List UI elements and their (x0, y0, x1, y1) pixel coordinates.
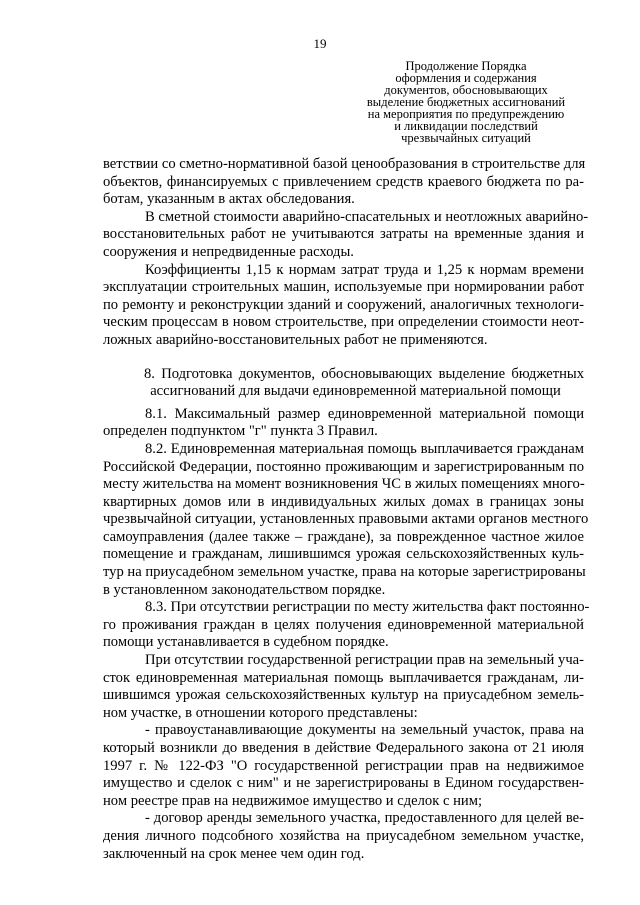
text-line: в установленном законодательством порядке. (103, 581, 386, 598)
text-line: ческим процессам в новом строительстве, при определении стоимости неот- (103, 314, 584, 331)
paragraph (103, 406, 584, 441)
text-line: который возникли до введения в действие Федерального закона от 21 июля (103, 740, 584, 756)
header-note-line: Продолжение Порядка (405, 59, 527, 73)
text-line: - договор аренды земельного участка, предоставленного для целей ве- (145, 810, 584, 827)
text-line: ложных аварийно-восстановительных работ не применяются. (103, 331, 488, 348)
text-line: тур на приусадебном земельном участке, права на которые зарегистрированы (103, 564, 586, 581)
text-line: ветствии со сметно-нормативной базой ценообразования в строительстве для (103, 156, 586, 172)
text-line: При отсутствии государственной регистрации прав на земельный уча- (145, 652, 584, 669)
text-line: сооружения и непредвиденные расходы. (103, 243, 354, 260)
paragraph (103, 810, 584, 863)
text-line: ботам, указанным в актах обследования. (103, 191, 355, 208)
text-line: 8.3. При отсутствии регистрации по месту жительства факт постоянно- (145, 599, 590, 616)
header-note-line: выделение бюджетных ассигнований (366, 95, 566, 109)
paragraph (103, 156, 584, 209)
text-line: объектов, финансируемых с привлечением средств краевого бюджета по ра- (103, 173, 584, 190)
text-line: 8.2. Единовременная материальная помощь выплачивается гражданам (145, 440, 584, 457)
text-line: заключенный на срок менее чем один год. (103, 845, 365, 862)
header-note-line: документов, обосновывающих (384, 83, 548, 97)
paragraph (103, 722, 584, 810)
header-note (346, 60, 586, 144)
section-title-line: ассигнований для выдачи единовременной материальной помощи (150, 383, 561, 400)
section-title-line: 8. Подготовка документов, обосновывающих выделение бюджетных (144, 365, 584, 382)
text-line: 8.1. Максимальный размер единовременной материальной помощи (145, 405, 584, 422)
paragraph (103, 652, 584, 722)
paragraph (103, 208, 589, 262)
body-text (103, 156, 590, 863)
text-line: восстановительных работ не учитываются затраты на временные здания и (103, 226, 584, 243)
text-line: по ремонту и реконструкции зданий и сооружений, аналогичных технологи- (103, 296, 584, 313)
text-line: ном участке, в отношении которого представлены: (103, 704, 418, 721)
text-line: определен подпунктом "г" пункта 3 Правил. (103, 423, 378, 440)
text-line: шившимся урожая сельскохозяйственных культур на приусадебном земель- (103, 687, 584, 704)
text-line: В сметной стоимости аварийно-спасательных и неотложных аварийно- (145, 208, 589, 225)
text-line: 1997 г. № 122-ФЗ "О государственной регистрации прав на недвижимое (103, 757, 584, 774)
section-title (103, 366, 584, 401)
paragraph (103, 599, 590, 652)
text-line: дения личного подсобного хозяйства на приусадебном земельном участке, (103, 827, 584, 844)
text-line: имущество и сделок с ним" и не зарегистрированы в Едином государствен- (103, 775, 584, 792)
header-note-line: оформления и содержания (395, 71, 537, 85)
text-line: Российской Федерации, постоянно проживающим и зарегистрированным по (103, 458, 584, 475)
text-line: самоуправления (далее также – граждане), за поврежденное частное жилое (103, 528, 584, 545)
text-line: помещение и гражданам, лишившимся урожая сельскохозяйственных куль- (103, 546, 584, 563)
text-line: - правоустанавливающие документы на земельный участок, права на (145, 722, 584, 739)
paragraph (103, 440, 589, 599)
header-note-line: на мероприятия по предупреждению (367, 107, 565, 121)
paragraph (103, 262, 584, 350)
text-line: чрезвычайной ситуации, установленных правовыми актами органов местного (103, 511, 589, 528)
text-line: квартирных домов или в индивидуальных жилых домах в границах зоны (103, 493, 584, 510)
text-line: ном реестре прав на недвижимое имущество и сделок с ним; (103, 792, 482, 809)
text-line: помощи устанавливается в судебном порядке. (103, 634, 389, 651)
text-line: месту жительства на момент возникновения ЧС в жилых помещениях много- (103, 476, 585, 493)
text-line: Коэффициенты 1,15 к нормам затрат труда и 1,25 к нормам времени (145, 261, 584, 278)
text-line: го проживания граждан в целях получения единовременной материальной (103, 616, 584, 633)
page-number: 19 (313, 36, 327, 51)
text-line: сток единовременная материальная помощь выплачивается гражданам, ли- (103, 669, 584, 686)
text-line: эксплуатации строительных машин, используемые при нормировании работ (103, 279, 584, 296)
header-note-line: чрезвычайных ситуаций (401, 131, 531, 145)
header-note-line: и ликвидации последствий (394, 119, 538, 133)
